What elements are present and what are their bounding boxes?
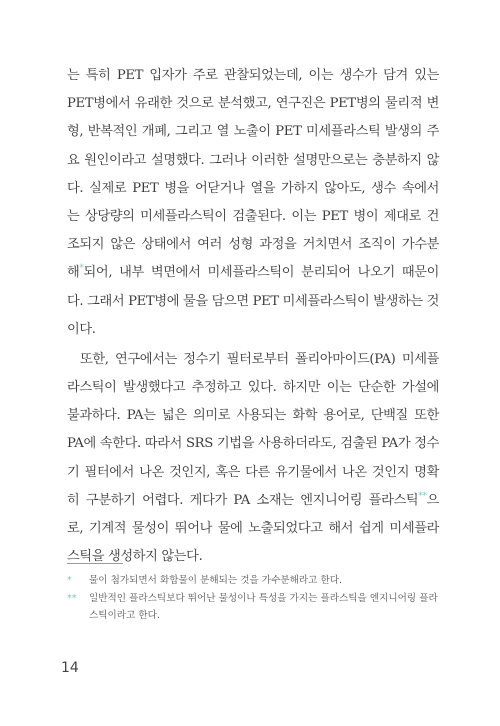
body-text (67, 62, 439, 571)
paragraph-line (67, 487, 439, 515)
paragraph-line: 기 필터에서 나온 것인지, 혹은 다른 유기물에서 나온 것인지 명확 (67, 464, 439, 480)
page-number: 14 (61, 660, 79, 676)
line-text: 으 (426, 492, 439, 508)
footnote-divider (67, 563, 123, 564)
paragraph-line: 또한, 연구에서는 정수기 필터로부터 폴리아마이드(PA) 미세플 (80, 351, 439, 367)
paragraph-line: 형, 반복적인 개폐, 그리고 열 노출이 PET 미세플라스틱 발생의 주 (67, 124, 439, 140)
line-text: 히 구분하기 어렵다. 게다가 PA 소재는 엔지니어링 플라스틱 (67, 492, 419, 508)
paragraph-line: 는 특히 PET 입자가 주로 관찰되었는데, 이는 생수가 담겨 있는 (67, 68, 439, 83)
footnote-1 (67, 572, 439, 589)
paragraph-line (67, 259, 439, 287)
paragraph-line: PA에 속한다. 따라서 SRS 기법을 사용하더라도, 검출된 PA가 정수 (67, 436, 439, 452)
footnote-marker-1: * (79, 263, 84, 274)
paragraph-line: 스틱을 생성하지 않는다. (67, 549, 203, 565)
paragraph-line: 불과하다. PA는 넓은 의미로 사용되는 화학 용어로, 단백질 또한 (67, 408, 439, 424)
paragraph-line: 로, 기계적 물성이 뛰어나 물에 노출되었다고 해서 쉽게 미세플라 (67, 521, 439, 536)
paragraph-line: 요 원인이라고 설명했다. 그러나 이러한 설명만으로는 충분하지 않 (67, 152, 439, 168)
paragraph-line: 조되지 않은 상태에서 여러 성형 과정을 거치면서 조직이 가수분 (67, 237, 439, 253)
footnote-mark: * (67, 575, 72, 586)
footnote-mark: ** (67, 593, 77, 604)
paragraph-line: 라스틱이 발생했다고 추정하고 있다. 하지만 이는 단순한 가설에 (67, 380, 439, 396)
paragraph-line: 이다. (67, 321, 96, 337)
footnote-2 (67, 590, 439, 624)
line-text: 되어, 내부 벽면에서 미세플라스틱이 분리되어 나오기 때문이 (83, 265, 439, 281)
paragraph-line: 다. 실제로 PET 병을 어닫거나 열을 가하지 않아도, 생수 속에서 (67, 180, 439, 196)
footnote-marker-2: ** (418, 491, 427, 502)
paragraph-line: 다. 그래서 PET병에 물을 담으면 PET 미세플라스틱이 발생하는 것 (67, 293, 440, 309)
paragraph-line: PET병에서 유래한 것으로 분석했고, 연구진은 PET병의 물리적 변 (67, 96, 439, 112)
footnotes (67, 572, 439, 624)
line-text: 해 (67, 265, 80, 281)
footnote-text: 일반적인 플라스틱보다 뛰어난 물성이나 특성을 가지는 플라스틱을 엔지니어링 플라스틱이라고 한다. (89, 593, 438, 621)
footnote-text: 물이 첨가되면서 화합물이 분해되는 것을 가수분해라고 한다. (89, 575, 343, 586)
paragraph-line: 는 상당량의 미세플라스틱이 검출된다. 이는 PET 병이 제대로 건 (67, 208, 439, 224)
